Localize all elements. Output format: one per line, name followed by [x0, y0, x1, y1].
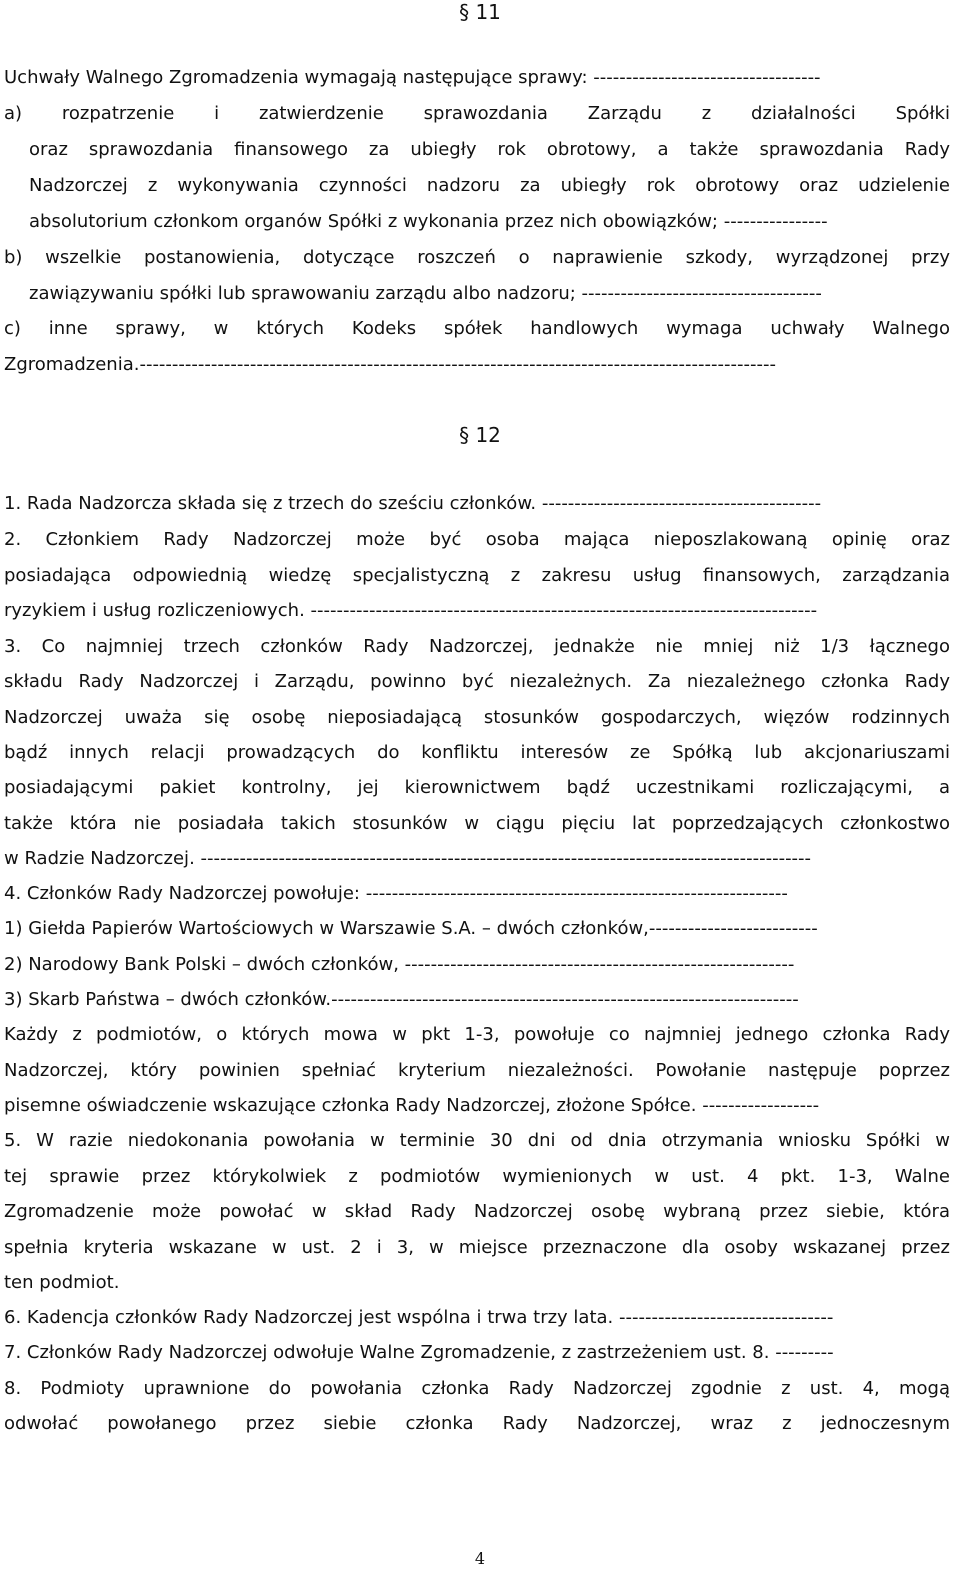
- text-line: Uchwały Walnego Zgromadzenia wymagają następujące sprawy: -----------------------------------: [4, 67, 821, 88]
- text-line: 5. W razie niedokonania powołania w terminie 30 dni od dnia otrzymania wniosku Spółki w: [4, 1130, 950, 1151]
- text-line: Nadzorczej, który powinien spełniać kryterium niezależności. Powołanie następuje poprzez: [4, 1060, 950, 1081]
- text-line: 4. Członków Rady Nadzorczej powołuje: -----------------------------------------------------------------: [4, 883, 788, 904]
- text-line: 2) Narodowy Bank Polski – dwóch członków, ------------------------------------------------------------: [4, 954, 795, 975]
- text-line: Nadzorczej z wykonywania czynności nadzoru za ubiegły rok obrotowy oraz udzielenie: [29, 175, 950, 196]
- text-line: 3) Skarb Państwa – dwóch członków.------------------------------------------------------------------------: [4, 989, 799, 1010]
- text-line: ten podmiot.: [4, 1272, 120, 1293]
- text-line: posiadającymi pakiet kontrolny, jej kierownictwem bądź uczestnikami rozliczającymi, a: [4, 777, 950, 798]
- text-line: Nadzorczej uważa się osobę nieposiadającą stosunków gospodarczych, więzów rodzinnych: [4, 707, 950, 728]
- text-line: a) rozpatrzenie i zatwierdzenie sprawozdania Zarządu z działalności Spółki: [4, 103, 950, 124]
- text-line: Każdy z podmiotów, o których mowa w pkt 1-3, powołuje co najmniej jednego członka Rady: [4, 1024, 950, 1045]
- text-line: 6. Kadencja członków Rady Nadzorczej jest wspólna i trwa trzy lata. ---------------------------------: [4, 1307, 834, 1328]
- text-line: zawiązywaniu spółki lub sprawowaniu zarządu albo nadzoru; -------------------------------------: [29, 283, 822, 304]
- text-line: pisemne oświadczenie wskazujące członka Rady Nadzorczej, złożone Spółce. ------------------: [4, 1095, 820, 1116]
- text-line: 7. Członków Rady Nadzorczej odwołuje Walne Zgromadzenie, z zastrzeżeniem ust. 8. ---------: [4, 1342, 834, 1363]
- text-line: c) inne sprawy, w których Kodeks spółek handlowych wymaga uchwały Walnego: [4, 318, 950, 339]
- text-line: Zgromadzenia.--------------------------------------------------------------------------------------------------: [4, 354, 776, 375]
- text-line: bądź innych relacji prowadzących do konfliktu interesów ze Spółką lub akcjonariuszami: [4, 742, 950, 763]
- text-line: b) wszelkie postanowienia, dotyczące roszczeń o naprawienie szkody, wyrządzonej przy: [4, 247, 950, 268]
- text-line: spełnia kryteria wskazane w ust. 2 i 3, w miejsce przeznaczone dla osoby wskazanej przez: [4, 1237, 950, 1258]
- text-line: 1) Giełda Papierów Wartościowych w Warszawie S.A. – dwóch członków,--------------------------: [4, 918, 818, 939]
- text-line: oraz sprawozdania finansowego za ubiegły rok obrotowy, a także sprawozdania Rady: [29, 139, 950, 160]
- text-line: 8. Podmioty uprawnione do powołania członka Rady Nadzorczej zgodnie z ust. 4, mogą: [4, 1378, 950, 1399]
- page-number: 4: [474, 1549, 486, 1568]
- section-12-heading: § 12: [459, 423, 501, 447]
- text-line: tej sprawie przez którykolwiek z podmiotów wymienionych w ust. 4 pkt. 1-3, Walne: [4, 1166, 950, 1187]
- text-line: Zgromadzenie może powołać w skład Rady Nadzorczej osobę wybraną przez siebie, która: [4, 1201, 950, 1222]
- text-line: 1. Rada Nadzorcza składa się z trzech do sześciu członków. -------------------------------------------: [4, 493, 822, 514]
- text-line: posiadająca odpowiednią wiedzę specjalistyczną z zakresu usług finansowych, zarządzania: [4, 565, 950, 586]
- text-line: w Radzie Nadzorczej. ----------------------------------------------------------------------------------------------: [4, 848, 812, 869]
- text-line: także która nie posiadała takich stosunków w ciągu pięciu lat poprzedzających członkostwo: [4, 813, 950, 834]
- section-11-heading: § 11: [459, 0, 501, 24]
- text-line: odwołać powołanego przez siebie członka Rady Nadzorczej, wraz z jednoczesnym: [4, 1413, 950, 1434]
- text-line: ryzykiem i usług rozliczeniowych. ------------------------------------------------------------------------------: [4, 600, 818, 621]
- text-line: składu Rady Nadzorczej i Zarządu, powinno być niezależnych. Za niezależnego członka Rady: [4, 671, 950, 692]
- text-line: 2. Członkiem Rady Nadzorczej może być osoba mająca nieposzlakowaną opinię oraz: [4, 529, 950, 550]
- text-line: 3. Co najmniej trzech członków Rady Nadzorczej, jednakże nie mniej niż 1/3 łącznego: [4, 636, 950, 657]
- text-line: absolutorium członkom organów Spółki z wykonania przez nich obowiązków; ----------------: [29, 211, 828, 232]
